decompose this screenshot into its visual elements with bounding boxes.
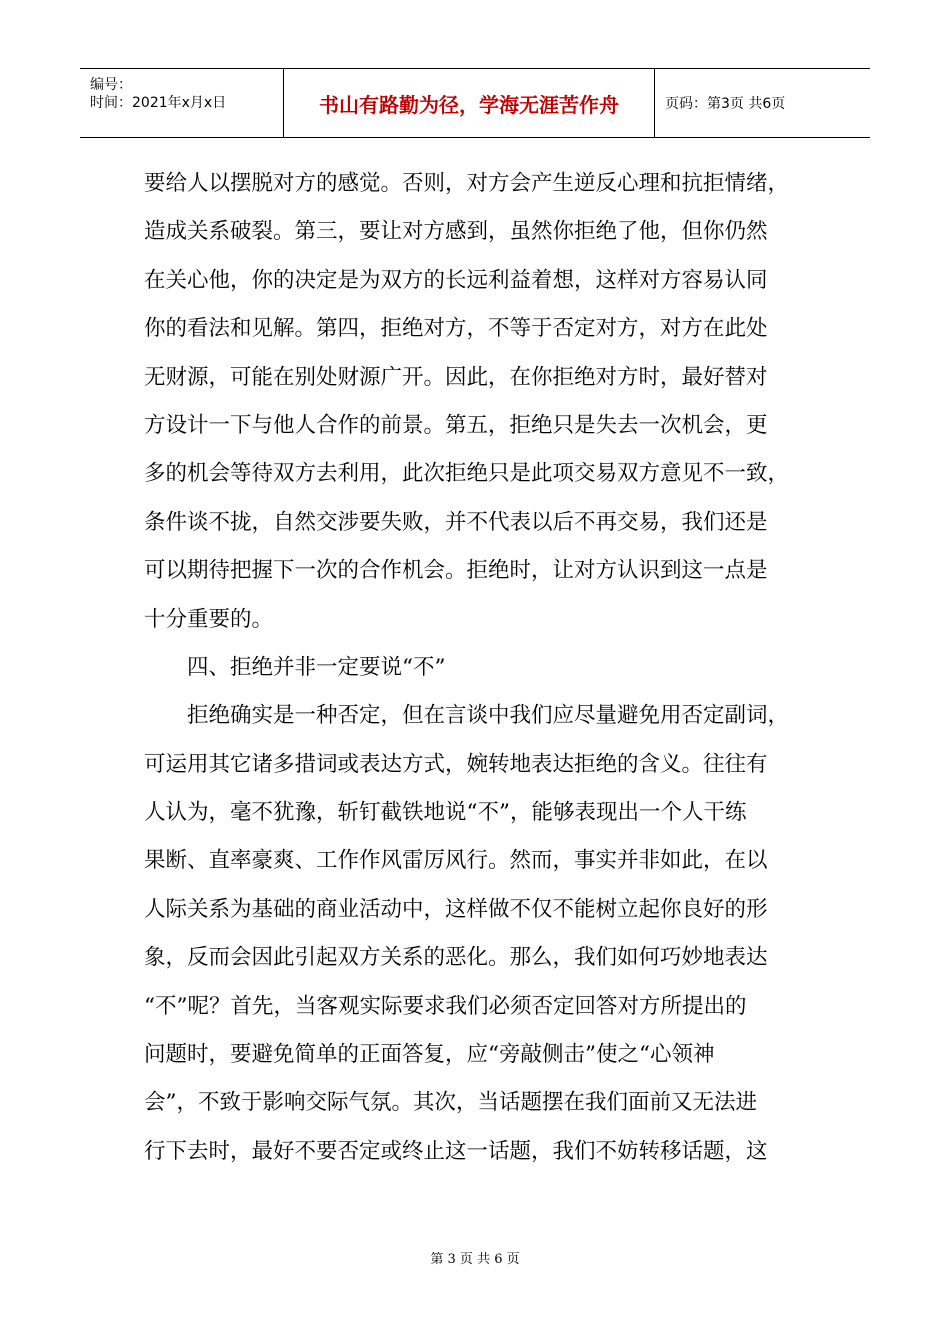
text-line: 可以期待把握下一次的合作机会。拒绝时，让对方认识到这一点是 xyxy=(144,558,768,584)
header-page-info: 页码：第3页 共6页 xyxy=(665,96,786,112)
header-motto-cell xyxy=(284,69,655,137)
text-line: 问题时，要避免简单的正面答复，应“旁敲侧击”使之“心领神 xyxy=(144,1042,715,1068)
number-label: 编号： xyxy=(90,77,132,93)
text-line: 果断、直率豪爽、工作作风雷厉风行。然而，事实并非如此，在以 xyxy=(144,848,768,874)
paragraph-2 xyxy=(144,692,812,1176)
document-body xyxy=(144,160,812,1176)
motto-text: 书山有路勤为径，学海无涯苦作舟 xyxy=(319,92,619,117)
text-line: 你的看法和见解。第四，拒绝对方，不等于否定对方，对方在此处 xyxy=(144,316,768,342)
header-page-cell xyxy=(655,69,870,137)
text-line: 会”，不致于影响交际气氛。其次，当话题摆在我们面前又无法进 xyxy=(144,1090,757,1116)
date-label: 时间：2021年x月x日 xyxy=(90,95,227,111)
section-heading: 四、拒绝并非一定要说“不” xyxy=(187,654,446,680)
paragraph-1 xyxy=(144,160,812,644)
text-line: “不”呢？首先，当客观实际要求我们必须否定回答对方所提出的 xyxy=(144,993,747,1019)
text-line: 人认为，毫不犹豫，斩钉截铁地说“不”，能够表现出一个人干练 xyxy=(144,800,747,826)
text-line: 要给人以摆脱对方的感觉。否则，对方会产生逆反心理和抗拒情绪， xyxy=(144,171,790,196)
document-header xyxy=(80,68,870,138)
text-line: 在关心他，你的决定是为双方的长远利益着想，这样对方容易认同 xyxy=(144,267,768,293)
text-line: 行下去时，最好不要否定或终止这一话题，我们不妨转移话题，这 xyxy=(144,1138,768,1164)
text-line: 无财源，可能在别处财源广开。因此，在你拒绝对方时，最好替对 xyxy=(144,364,768,390)
text-line: 方设计一下与他人合作的前景。第五，拒绝只是失去一次机会，更 xyxy=(144,412,768,438)
text-line: 造成关系破裂。第三，要让对方感到，虽然你拒绝了他，但你仍然 xyxy=(144,219,768,245)
text-line: 拒绝确实是一种否定，但在言谈中我们应尽量避免用否定副词， xyxy=(187,703,790,729)
text-line: 人际关系为基础的商业活动中，这样做不仅不能树立起你良好的形 xyxy=(144,896,768,922)
text-line: 象，反而会因此引起双方关系的恶化。那么，我们如何巧妙地表达 xyxy=(144,945,768,971)
text-line: 多的机会等待双方去利用，此次拒绝只是此项交易双方意见不一致， xyxy=(144,461,790,487)
text-line: 十分重要的。 xyxy=(144,606,274,632)
text-line: 条件谈不拢，自然交涉要失败，并不代表以后不再交易，我们还是 xyxy=(144,509,768,535)
header-meta-cell xyxy=(80,69,284,137)
page-footer: 第 3 页 共 6 页 xyxy=(430,1252,520,1267)
text-line: 可运用其它诸多措词或表达方式，婉转地表达拒绝的含义。往往有 xyxy=(144,751,768,777)
